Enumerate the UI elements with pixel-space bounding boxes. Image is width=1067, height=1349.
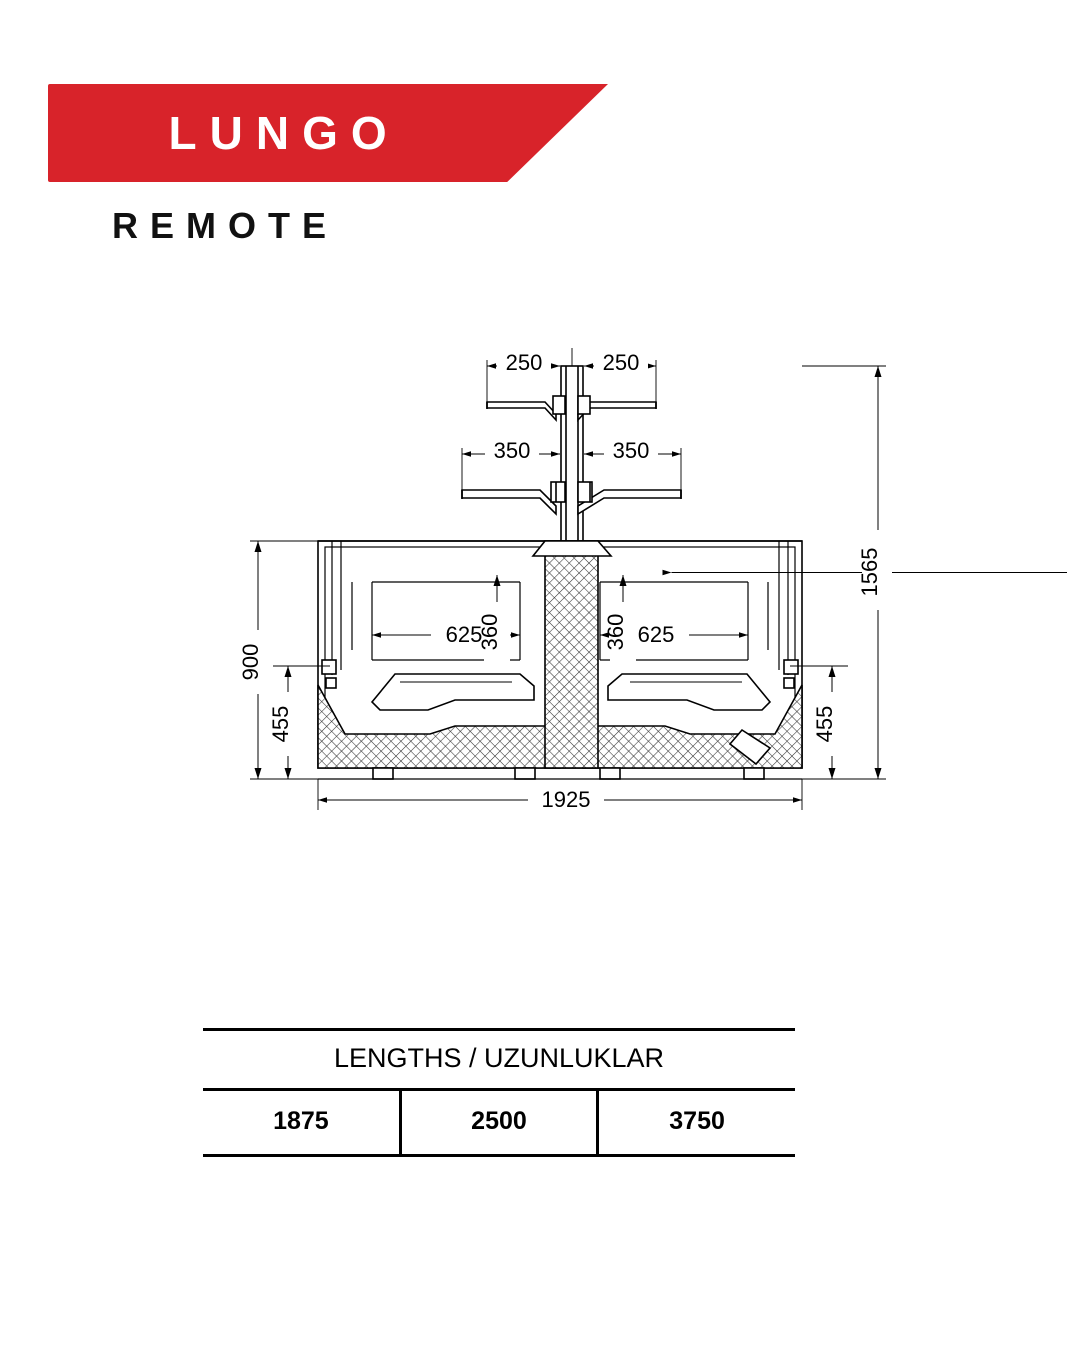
- dim-625-left: 625: [445, 622, 483, 647]
- length-value-1: 1875: [203, 1090, 400, 1156]
- dim-360-left: 360: [477, 613, 502, 651]
- dim-900-height: 900: [238, 643, 263, 681]
- brand-name: LUNGO: [168, 107, 400, 159]
- dim-1925-width: 1925: [541, 787, 591, 812]
- lengths-table-header: LENGTHS / UZUNLUKLAR: [203, 1030, 795, 1090]
- length-value-3: 3750: [598, 1090, 795, 1156]
- dim-250-right: 250: [602, 350, 640, 375]
- dim-455-right: 455: [812, 705, 837, 743]
- lengths-table: [203, 1028, 795, 1157]
- technical-drawing: [0, 330, 1067, 850]
- cross-section-svg: [0, 330, 1067, 850]
- brand-subtitle: REMOTE: [112, 205, 339, 246]
- dim-350-left: 350: [493, 438, 531, 463]
- dim-455-left: 455: [268, 705, 293, 743]
- length-value-2: 2500: [400, 1090, 597, 1156]
- dim-350-right: 350: [612, 438, 650, 463]
- dim-360-right: 360: [603, 613, 628, 651]
- dim-250-left: 250: [505, 350, 543, 375]
- brand-banner: [48, 84, 608, 182]
- table-row: [203, 1090, 795, 1156]
- dim-1565-height: 1565: [857, 547, 882, 597]
- dim-625-right: 625: [637, 622, 675, 647]
